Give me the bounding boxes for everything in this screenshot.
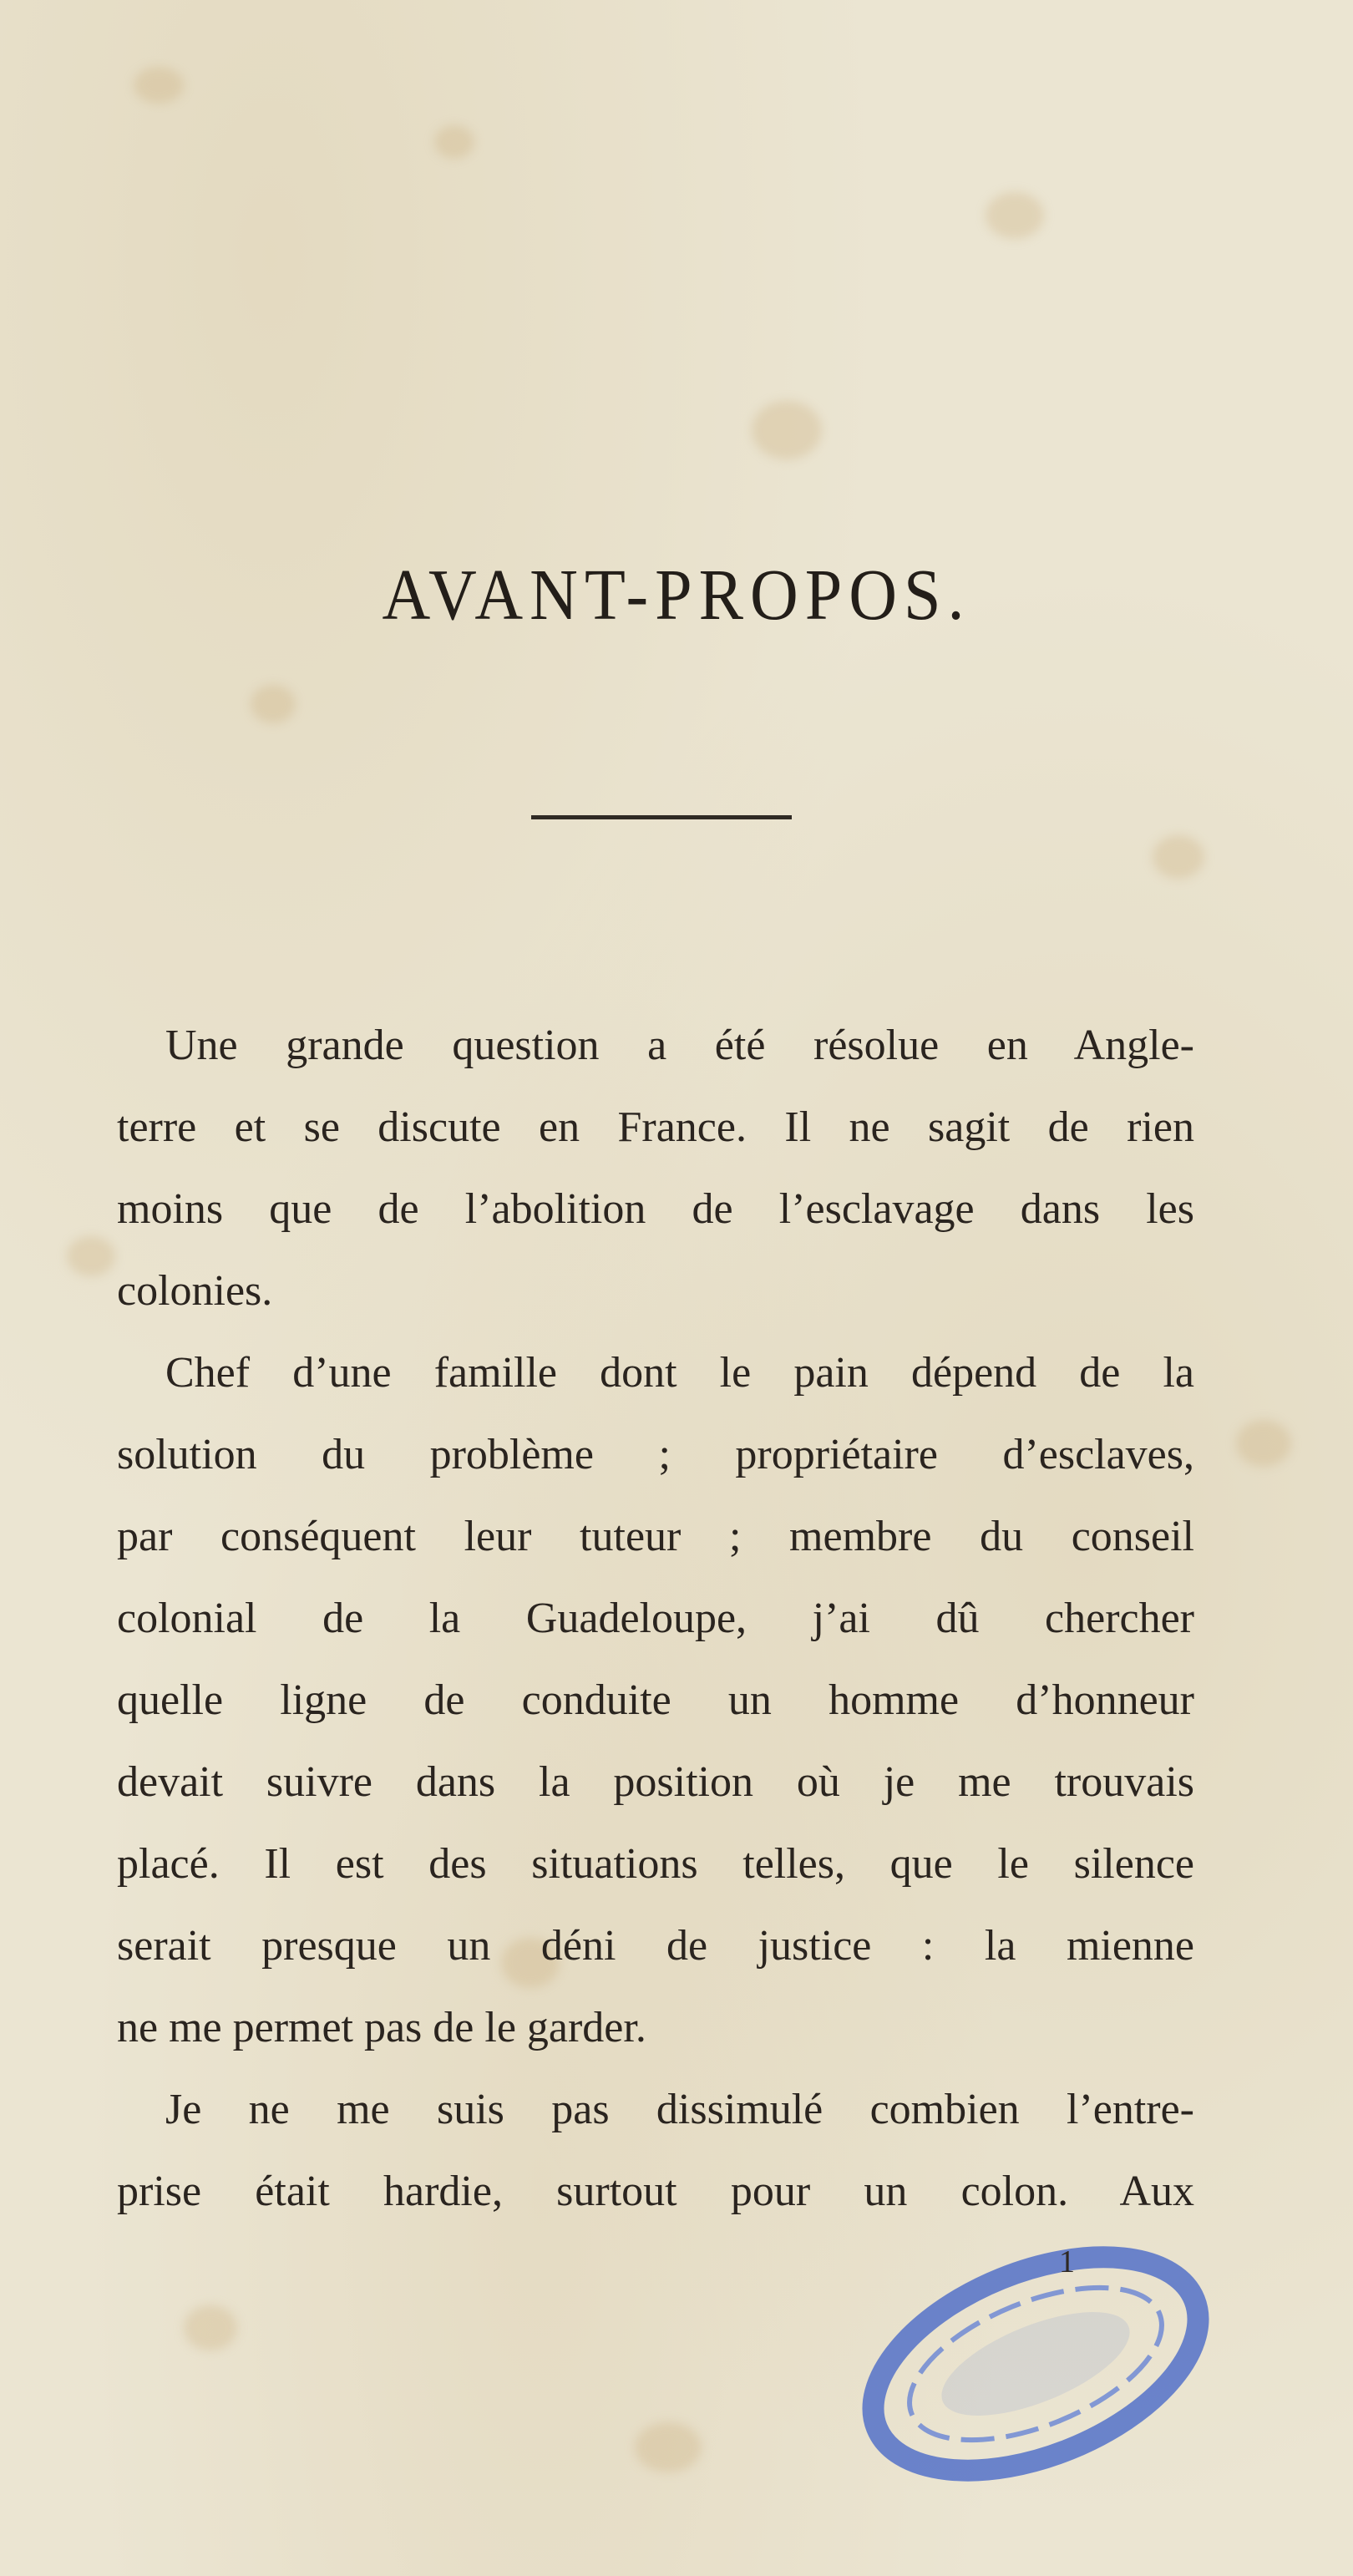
library-stamp <box>844 2239 1228 2489</box>
foxing-spot <box>635 2422 702 2472</box>
text-line: solution du problème ; propriétaire d’esclaves, <box>117 1431 1194 1478</box>
text-line: quelle ligne de conduite un homme d’honneur <box>117 1676 1194 1724</box>
title-rule <box>531 815 792 819</box>
text-line: placé. Il est des situations telles, que le silence <box>117 1840 1194 1888</box>
text-line: par conséquent leur tuteur ; membre du conseil <box>117 1513 1194 1560</box>
foxing-spot <box>251 685 296 723</box>
text-line: serait presque un déni de justice : la mienne <box>117 1922 1194 1970</box>
text-line: Je ne me suis pas dissimulé combien l’entre- <box>165 2086 1194 2133</box>
text-line: Une grande question a été résolue en Angle- <box>165 1022 1194 1069</box>
foxing-spot <box>134 67 184 104</box>
text-line: terre et se discute en France. Il ne sagit de rien <box>117 1103 1194 1151</box>
bleed-through <box>117 342 128 387</box>
foxing-spot <box>752 401 822 459</box>
foxing-spot <box>1236 1420 1291 1467</box>
foxing-spot <box>1153 835 1204 879</box>
foxing-spot <box>67 1236 115 1276</box>
text-line: Chef d’une famille dont le pain dépend de la <box>165 1349 1194 1397</box>
text-line: moins que de l’abolition de l’esclavage dans les <box>117 1185 1194 1233</box>
chapter-title: AVANT-PROPOS. <box>382 555 971 636</box>
foxing-spot <box>434 125 474 159</box>
bleed-through <box>117 493 128 537</box>
bleed-through <box>117 409 128 454</box>
foxing-spot <box>986 192 1044 239</box>
text-line: devait suivre dans la position où je me trouvais <box>117 1758 1194 1806</box>
foxing-spot <box>184 2305 237 2350</box>
text-line: colonies. <box>117 1267 273 1315</box>
text-line: ne me permet pas de le garder. <box>117 2004 646 2051</box>
text-line: colonial de la Guadeloupe, j’ai dû chercher <box>117 1595 1194 1642</box>
page-number: 1 <box>1059 2244 1075 2279</box>
text-line: prise était hardie, surtout pour un colon. Aux <box>117 2168 1194 2215</box>
